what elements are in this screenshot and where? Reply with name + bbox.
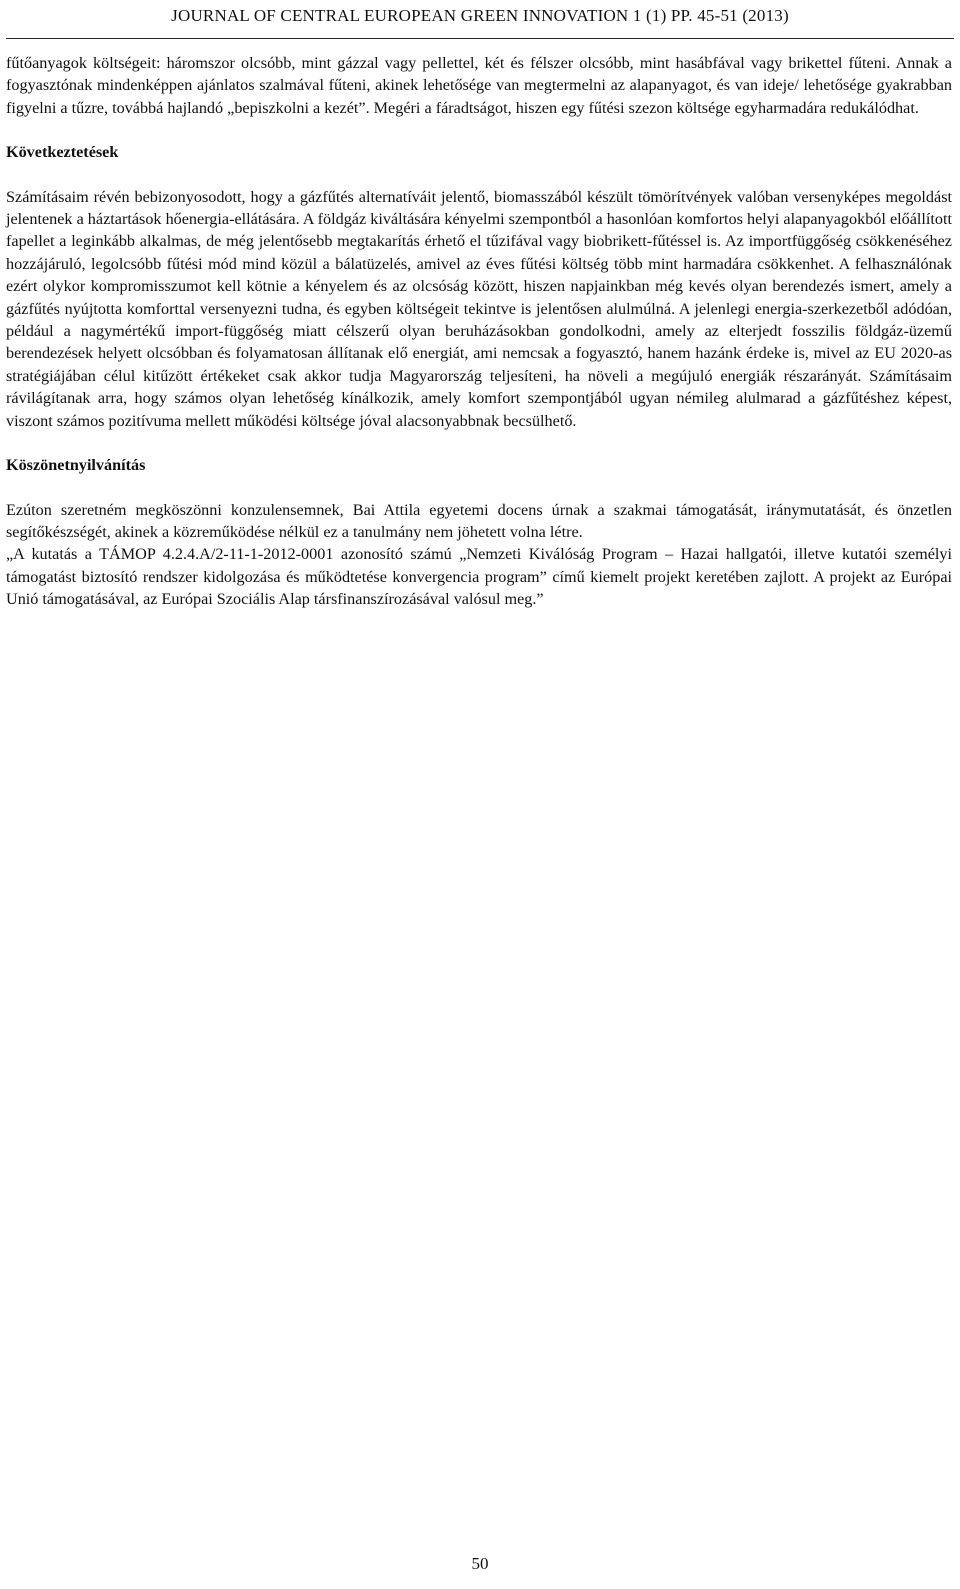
- conclusions-paragraph: Számításaim révén bebizonyosodott, hogy a gázfűtés alternatíváit jelentő, biomasszából készült tömörítvények valóban versenyképes megoldást jelentenek a háztartások hőenergia-ellátására. A földgáz kiváltására kényelmi szempontból a hasonlóan komfortos helyi alapanyagokból előállított fapellet a leginkább alkalmas, de még jelentősebb megtakarítás érhető el tűzifával vagy biobrikett-fűtéssel is. Az importfüggőség csökkenéséhez hozzájáruló, legolcsóbb fűtési mód mind közül a bálatüzelés, amivel az éves fűtési költség több mint harmadára csökkenhet. A felhasználónak ezért olykor kompromisszumot kell kötnie a kényelem és az olcsóság között, hiszen napjainkban még kevés olyan berendezés ismert, amely a gázfűtés nyújtotta komforttal versenyezni tudna, és egyben költségeit tekintve is jelentősen alulmúlná. A jelenlegi energia-szerkezetből adódóan, például a nagymértékű import-függőség miatt célszerű olyan beruházásokban gondolkodni, amely az elterjedt fosszilis földgáz-üzemű berendezések helyett olcsóbban és folyamatosan állítanak elő energiát, ami nemcsak a fogyasztó, hanem hazánk érdeke is, mivel az EU 2020-as stratégiájában célul kitűzött értékeket csak akkor tudja Magyarország teljesíteni, ha növeli a megújuló energiák részarányát. Számításaim rávilágítanak arra, hogy számos olyan lehetőség kínálkozik, amely komfort szempontjából ugyan némileg alulmarad a gázfűtéshez képest, viszont számos pozitívuma mellett működési költsége jóval alacsonyabbnak becsülhető.: [6, 187, 952, 430]
- header-divider: [6, 38, 954, 39]
- spacer: [6, 164, 952, 186]
- running-header: [0, 6, 960, 26]
- journal-header-title: JOURNAL OF CENTRAL EUROPEAN GREEN INNOVATION 1 (1) PP. 45-51 (2013): [171, 6, 789, 25]
- acknowledgements-paragraph-1: Ezúton szeretném megköszönni konzulensemnek, Bai Attila egyetemi docens úrnak a szakmai támogatását, iránymutatását, és önzetlen segítőkészségét, akinek a közreműködése nélkül ez a tanulmány nem jöhetett volna létre.: [6, 500, 952, 541]
- page-number: 50: [471, 1554, 489, 1573]
- spacer: [6, 432, 952, 454]
- section-heading-acknowledgements: Köszönetnyilvánítás: [6, 456, 146, 475]
- section-heading-conclusions: Következtetések: [6, 143, 119, 162]
- page-body: [6, 52, 952, 611]
- intro-paragraph: fűtőanyagok költségeit: háromszor olcsóbb, mint gázzal vagy pellettel, két és félszer olcsóbb, mint hasábfával vagy brikettel fűteni. Annak a fogyasztónak mindenképpen ajánlatos szalmával fűteni, akinek lehetősége van megtermelni az alapanyagot, és van ideje/ lehetősége gyakrabban figyelni a tűzre, továbbá hajlandó „bepiszkolni a kezét”. Megéri a fáradtságot, hiszen egy fűtési szezon költsége egyharmadára redukálódhat.: [6, 54, 952, 117]
- acknowledgements-paragraph-2: „A kutatás a TÁMOP 4.2.4.A/2-11-1-2012-0001 azonosító számú „Nemzeti Kiválóság Program – Hazai hallgatói, illetve kutatói személyi támogatást biztosító rendszer kidolgozása és működtetése konvergencia program” című kiemelt projekt keretében zajlott. A projekt az Európai Unió támogatásával, az Európai Szociális Alap társfinanszírozásával valósul meg.”: [6, 545, 952, 609]
- spacer: [6, 119, 952, 141]
- spacer: [6, 477, 952, 499]
